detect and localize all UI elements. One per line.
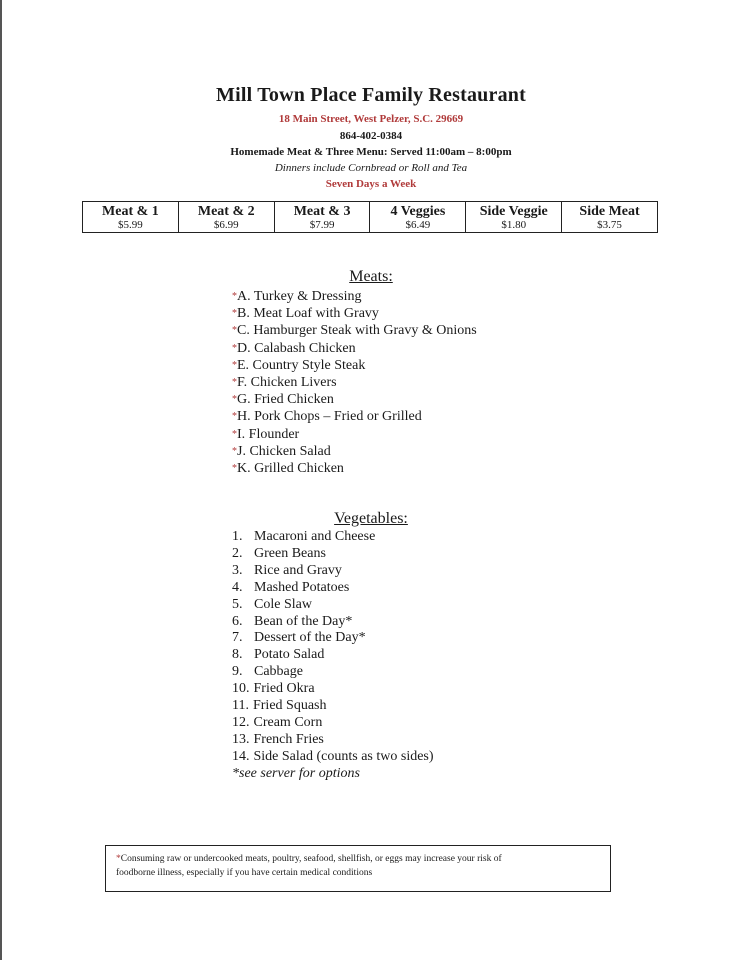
veg-number: 6. [232,613,243,629]
asterisk: * [232,308,237,320]
meat-item-label: F. Chicken Livers [237,375,337,391]
veg-number: 4. [232,579,243,595]
asterisk: * [232,291,237,302]
price-value: $5.99 [118,218,143,231]
meat-item [232,357,477,374]
vegetables-heading: Vegetables: [334,510,408,527]
meat-item-label: D. Calabash Chicken [237,340,356,356]
veg-number: 7. [232,630,243,646]
veg-number: 3. [232,562,243,578]
food-safety-disclaimer [105,845,611,892]
price-value: $1.80 [501,218,527,231]
veg-label: Potato Salad [254,647,325,663]
veg-number: 10. [232,681,250,697]
meat-item [232,460,477,477]
price-cell-meat-1 [83,202,179,232]
meat-item-label: E. Country Style Steak [237,357,366,373]
menu-header [0,84,742,190]
price-value: $6.49 [405,218,431,231]
asterisk: * [232,359,237,371]
veg-item [232,614,434,631]
days-open: Seven Days a Week [325,178,417,190]
veg-number: 8. [232,647,243,663]
asterisk: * [232,325,237,337]
veg-number: 12. [232,714,250,730]
veg-item [232,749,434,766]
veg-item [232,630,434,647]
veg-label: Cabbage [254,664,303,680]
restaurant-address: 18 Main Street, West Pelzer, S.C. 29669 [278,113,464,125]
asterisk: * [232,342,237,354]
veg-label: Dessert of the Day* [254,630,366,646]
disclaimer-line-2: foodborne illness, especially if you have certain medical conditions [116,868,373,878]
price-name: Meat & 1 [102,203,159,219]
veg-number: 2. [232,545,243,561]
price-name: Side Veggie [479,203,548,219]
meat-item-label: A. Turkey & Dressing [237,289,362,304]
vegetables-list [232,529,434,783]
veg-number: 13. [232,731,250,747]
price-cell-meat-3 [275,202,371,232]
veg-number: 14. [232,748,250,764]
veg-item [232,563,434,580]
veg-number: 9. [232,664,243,680]
disclaimer-line-1: Consuming raw or undercooked meats, poultry, seafood, shellfish, or eggs may increase your risk of [120,854,502,864]
veg-item [232,597,434,614]
veg-number: 5. [232,596,243,612]
price-value: $3.75 [597,218,622,231]
veg-label: Fried Okra [253,681,315,697]
veg-label: Mashed Potatoes [254,579,350,595]
price-name: Meat & 3 [293,203,351,219]
meat-item-label: H. Pork Chops – Fried or Grilled [237,409,422,425]
asterisk: * [232,445,237,457]
asterisk: * [232,411,237,423]
disclaimer-asterisk: * [116,854,121,864]
dinners-note: Dinners include Cornbread or Roll and Tea [274,162,468,174]
veg-label: Macaroni and Cheese [254,529,376,544]
veg-label: Green Beans [254,545,326,561]
price-name: Meat & 2 [197,203,255,219]
veg-item [232,698,434,715]
meat-item [232,426,477,443]
price-table [82,201,658,233]
asterisk: * [232,377,237,389]
veg-label: Cole Slaw [254,596,312,612]
veg-label: Bean of the Day* [254,613,353,629]
meat-item [232,374,477,391]
meat-item [232,391,477,408]
price-cell-side-veggie [466,202,562,232]
veg-item [232,647,434,664]
meat-item [232,443,477,460]
price-cell-meat-2 [179,202,275,232]
meat-item [232,322,477,339]
meats-heading: Meats: [349,268,393,285]
restaurant-title: Mill Town Place Family Restaurant [216,84,526,106]
meat-item-label: B. Meat Loaf with Gravy [237,306,379,322]
veg-item [232,715,434,732]
asterisk: * [232,463,237,475]
veg-item [232,546,434,563]
meat-item-label: C. Hamburger Steak with Gravy & Onions [237,323,477,339]
asterisk: * [232,394,237,406]
veg-label: Rice and Gravy [254,562,342,578]
meats-list [232,288,477,477]
veg-item [232,664,434,681]
meat-item [232,408,477,425]
meat-item [232,288,477,305]
meat-item-label: I. Flounder [237,426,300,442]
meat-item-label: G. Fried Chicken [237,392,334,408]
veg-label: Side Salad (counts as two sides) [253,748,434,764]
price-cell-side-meat [562,202,657,232]
server-note: *see server for options [232,765,360,781]
meat-item-label: J. Chicken Salad [237,443,331,459]
price-value: $7.99 [309,218,335,231]
veg-item [232,681,434,698]
veg-label: Fried Squash [252,698,327,714]
veg-item [232,732,434,749]
price-name: 4 Veggies [390,203,446,219]
meat-item [232,305,477,322]
veg-number: 11. [232,698,249,714]
meat-item-label: K. Grilled Chicken [237,461,344,477]
veg-number: 1. [232,529,243,544]
veg-item [232,580,434,597]
price-value: $6.99 [213,218,239,231]
asterisk: * [232,428,237,440]
meat-item [232,340,477,357]
veg-label: French Fries [253,731,324,747]
menu-hours-line: Homemade Meat & Three Menu: Served 11:00am – 8:00pm [230,146,512,158]
price-cell-4-veggies [370,202,466,232]
price-name: Side Meat [579,203,640,219]
veg-item [232,529,434,546]
restaurant-phone: 864-402-0384 [339,130,403,142]
veg-label: Cream Corn [253,714,323,730]
